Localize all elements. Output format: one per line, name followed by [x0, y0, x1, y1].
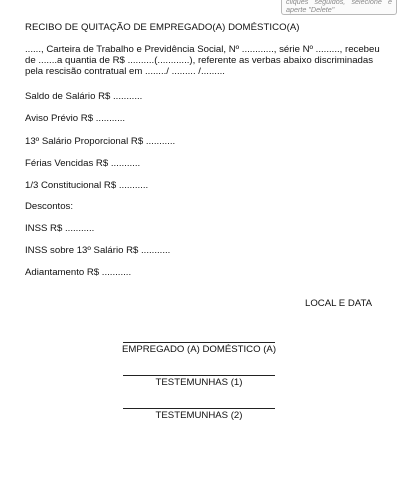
item-saldo-salario: Saldo de Salário R$ ........... [25, 91, 143, 102]
descontos-heading: Descontos: [25, 201, 73, 212]
signature-line-empregado [123, 342, 275, 343]
instruction-note-line: cliques seguidos, selecione e [286, 0, 392, 6]
intro-line: ......, Carteira de Trabalho e Previdência Social, Nº ............, série Nº ........., recebeu [25, 44, 380, 55]
item-ferias-vencidas: Férias Vencidas R$ ........... [25, 158, 141, 169]
instruction-note [281, 0, 397, 15]
item-aviso-previo: Aviso Prévio R$ ........... [25, 113, 126, 124]
document-title: RECIBO DE QUITAÇÃO DE EMPREGADO(A) DOMÉSTICO(A) [25, 22, 300, 33]
intro-line: pela rescisão contratual em ......../ ......... /......... [25, 66, 225, 78]
signature-line-testemunha-1 [123, 375, 275, 376]
instruction-note-line: aperte "Delete" [286, 5, 335, 15]
item-adiantamento: Adiantamento R$ ........... [25, 267, 132, 278]
signature-label-empregado: EMPREGADO (A) DOMÉSTICO (A) [121, 344, 277, 355]
local-e-data: LOCAL E DATA [305, 298, 372, 309]
signature-line-testemunha-2 [123, 408, 275, 409]
item-13-salario: 13º Salário Proporcional R$ ........... [25, 136, 176, 147]
item-inss-13-salario: INSS sobre 13º Salário R$ ........... [25, 245, 171, 256]
intro-paragraph [25, 44, 380, 78]
signature-label-testemunha-2: TESTEMUNHAS (2) [155, 410, 243, 421]
signature-label-testemunha-1: TESTEMUNHAS (1) [155, 377, 243, 388]
item-inss: INSS R$ ........... [25, 223, 95, 234]
intro-line: de .......a quantia de R$ ..........(............), referente as verbas abaixo discriminadas [25, 55, 373, 67]
item-terco-constitucional: 1/3 Constitucional R$ ........... [25, 180, 149, 191]
